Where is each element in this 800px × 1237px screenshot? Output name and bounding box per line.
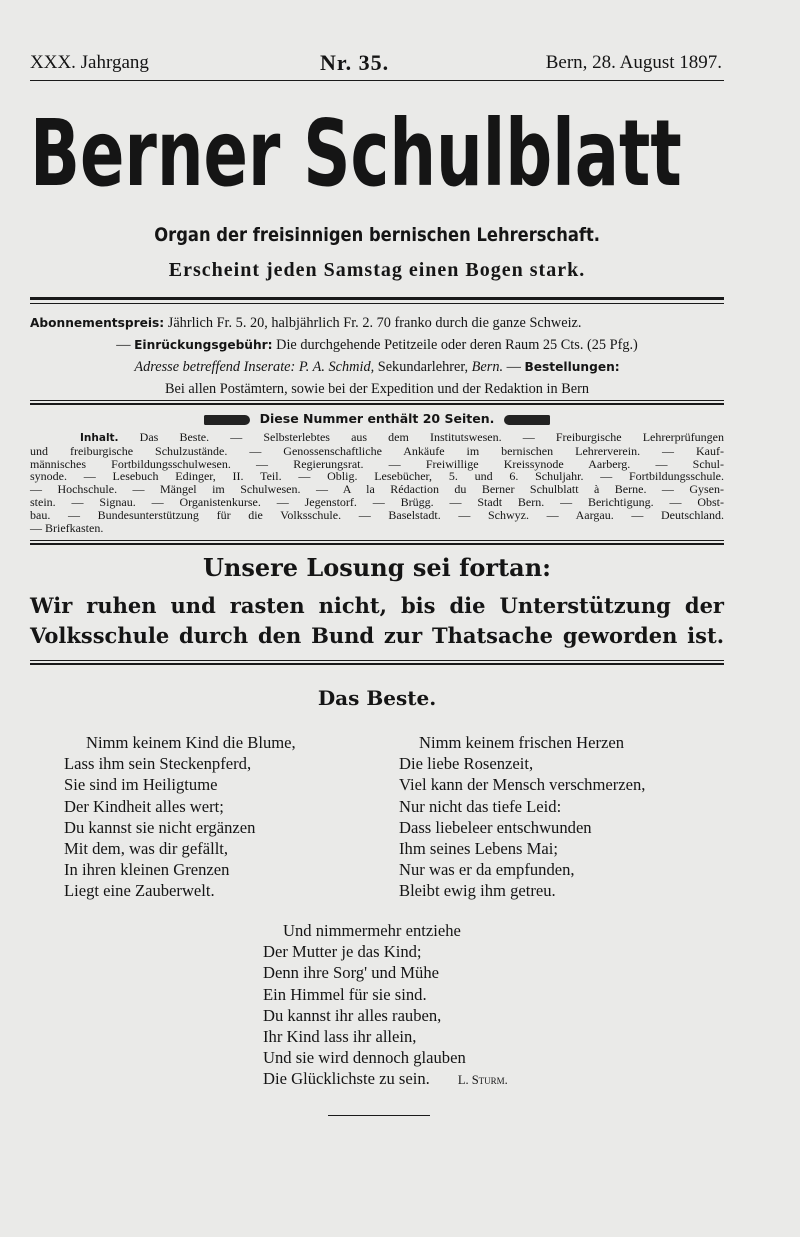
poem-line: Viel kann der Mensch verschmerzen, <box>399 775 646 795</box>
contents-line: und freiburgische Schulzustände. — Genossenschaftliche Ankäufe im bernischen Lehrerverein. — Kauf- <box>30 443 724 458</box>
address-rest: Sekundarlehrer, <box>374 359 472 375</box>
poem-line: Nimm keinem Kind die Blume, <box>86 733 296 752</box>
motto-line-1: Wir ruhen und rasten nicht, bis die Unterstützung der <box>30 593 724 618</box>
poem-line: Denn ihre Sorg' und Mühe <box>263 963 439 983</box>
poem-line: Und nimmermehr entziehe <box>283 921 461 940</box>
masthead-title <box>30 96 724 214</box>
contents-line: männisches Fortbildungsschulwesen. — Regierungsrat. — Freiwillige Kreissynode Aarberg. — Schul- <box>30 456 724 471</box>
subscription-line-3 <box>30 356 724 378</box>
motto-line-2: Volksschule durch den Bund zur Thatsache geworden ist. <box>30 623 724 648</box>
contents-line-text: Das Beste. — Selbsterlebtes aus dem Institutswesen. — Freiburgische Lehrerprüfungen <box>118 430 724 444</box>
poem-line: Mit dem, was dir gefällt, <box>64 839 229 859</box>
double-rule-contents <box>30 540 724 541</box>
poem-line-last <box>263 1068 508 1091</box>
poem-line: Ein Himmel für sie sind. <box>263 984 427 1004</box>
double-rule-motto <box>30 660 724 661</box>
insertion-fee-text: Die durchgehende Petitzeile oder deren Raum 25 Cts. (25 Pfg.) <box>272 337 638 353</box>
end-rule <box>328 1115 430 1116</box>
poem-line: Nur nicht das tiefe Leid: <box>399 796 562 816</box>
double-rule-contents-thick <box>30 543 724 545</box>
poem-line: Du kannst sie nicht ergänzen <box>64 817 256 837</box>
motto-headline: Unsere Losung sei fortan: <box>202 553 552 582</box>
double-rule-top-thin <box>30 303 724 304</box>
contents-line: synode. — Lesebuch Edinger, II. Teil. — Oblig. Lesebücher, 5. und 6. Schuljahr. — Fortbildungsschule. <box>30 469 724 484</box>
poem-line: Der Kindheit alles wert; <box>64 796 224 816</box>
double-rule-mid <box>30 400 724 401</box>
masthead-subtitle-text: Organ der freisinnigen bernischen Lehrerschaft. <box>154 224 600 246</box>
issue-number: Nr. 35. <box>320 50 390 75</box>
poem-line: In ihren kleinen Grenzen <box>64 860 230 880</box>
issue-header <box>30 50 722 76</box>
publication-schedule: Erscheint jeden Samstag einen Bogen stark. <box>168 259 586 281</box>
subscription-price-label: Abonnementspreis: <box>30 316 165 330</box>
contents-line: — Briefkasten. <box>30 520 104 535</box>
address-label: Adresse betreffend Inserate: <box>134 359 296 375</box>
orders-label: Bestellungen: <box>524 360 620 374</box>
poem-line: Ihr Kind lass ihr allein, <box>263 1027 417 1047</box>
header-rule <box>30 80 724 81</box>
poem-stanza-2 <box>399 732 645 902</box>
subscription-line-4: Bei allen Postämtern, sowie bei der Expedition und der Redaktion in Bern <box>164 381 590 397</box>
poem-line: Liegt eine Zauberwelt. <box>64 881 215 901</box>
double-rule-motto-thick <box>30 663 724 665</box>
poem-line: Und sie wird dennoch glauben <box>263 1048 466 1068</box>
insertion-fee-label: Einrückungsgebühr: <box>134 338 273 352</box>
address-name: P. A. Schmid, <box>295 359 375 375</box>
poem-line: Nimm keinem frischen Herzen <box>419 733 625 752</box>
double-rule-top <box>30 297 724 300</box>
pointing-hand-icon-right <box>504 415 550 425</box>
fee-dash: — <box>116 337 135 353</box>
pointing-hand-icon <box>204 415 250 425</box>
poem-author: L. Sturm. <box>457 1073 508 1088</box>
motto-text <box>30 591 724 651</box>
poem-title: Das Beste. <box>317 686 437 710</box>
volume-label: XXX. Jahrgang <box>30 52 149 73</box>
poem-line: Die liebe Rosenzeit, <box>399 754 534 774</box>
dateline: Bern, 28. August 1897. <box>545 52 722 73</box>
poem-last-line-text: Die Glücklichste zu sein. <box>263 1069 430 1089</box>
poem-line: Nur was er da empfunden, <box>399 860 575 880</box>
subscription-line-1 <box>30 312 724 334</box>
page-count-text: Diese Nummer enthält 20 Seiten. <box>259 411 495 426</box>
address-city: Bern. <box>471 359 504 375</box>
poem-stanza-3 <box>263 920 508 1092</box>
contents-line: stein. — Signau. — Organistenkurse. — Jegenstorf. — Brügg. — Stadt Bern. — Berichtigung. — Obst- <box>30 494 724 509</box>
poem-line: Dass liebeleer entschwunden <box>399 817 592 837</box>
subscription-info <box>30 312 724 400</box>
poem-stanza-1 <box>64 732 296 902</box>
page-count-notice <box>30 411 724 426</box>
poem-line: Sie sind im Heiligtume <box>64 775 218 795</box>
masthead-subtitle <box>30 224 724 246</box>
poem-line: Ihm seines Lebens Mai; <box>399 839 558 859</box>
subscription-line-2 <box>30 334 724 356</box>
contents-label: Inhalt. <box>80 432 119 444</box>
table-of-contents <box>30 431 724 534</box>
subscription-price-text: Jährlich Fr. 5. 20, halbjährlich Fr. 2. 70 franko durch die ganze Schweiz. <box>164 315 582 331</box>
poem-line: Bleibt ewig ihm getreu. <box>399 881 556 901</box>
poem-line: Der Mutter je das Kind; <box>263 942 422 962</box>
orders-dash: — <box>503 359 525 375</box>
contents-line <box>30 431 724 445</box>
masthead-title-text: Berner Schulblatt <box>30 101 682 208</box>
poem-line: Du kannst ihr alles rauben, <box>263 1005 442 1025</box>
contents-line: — Hochschule. — Mängel im Schulwesen. — A la Rédaction du Berner Schulblatt à Berne. — Gysen- <box>30 482 724 497</box>
poem-line: Lass ihm sein Steckenpferd, <box>64 754 252 774</box>
double-rule-mid-thick <box>30 403 724 405</box>
contents-line: bau. — Bundesunterstützung für die Volksschule. — Baselstadt. — Schwyz. — Aargau. — Deutschland. <box>30 507 724 522</box>
